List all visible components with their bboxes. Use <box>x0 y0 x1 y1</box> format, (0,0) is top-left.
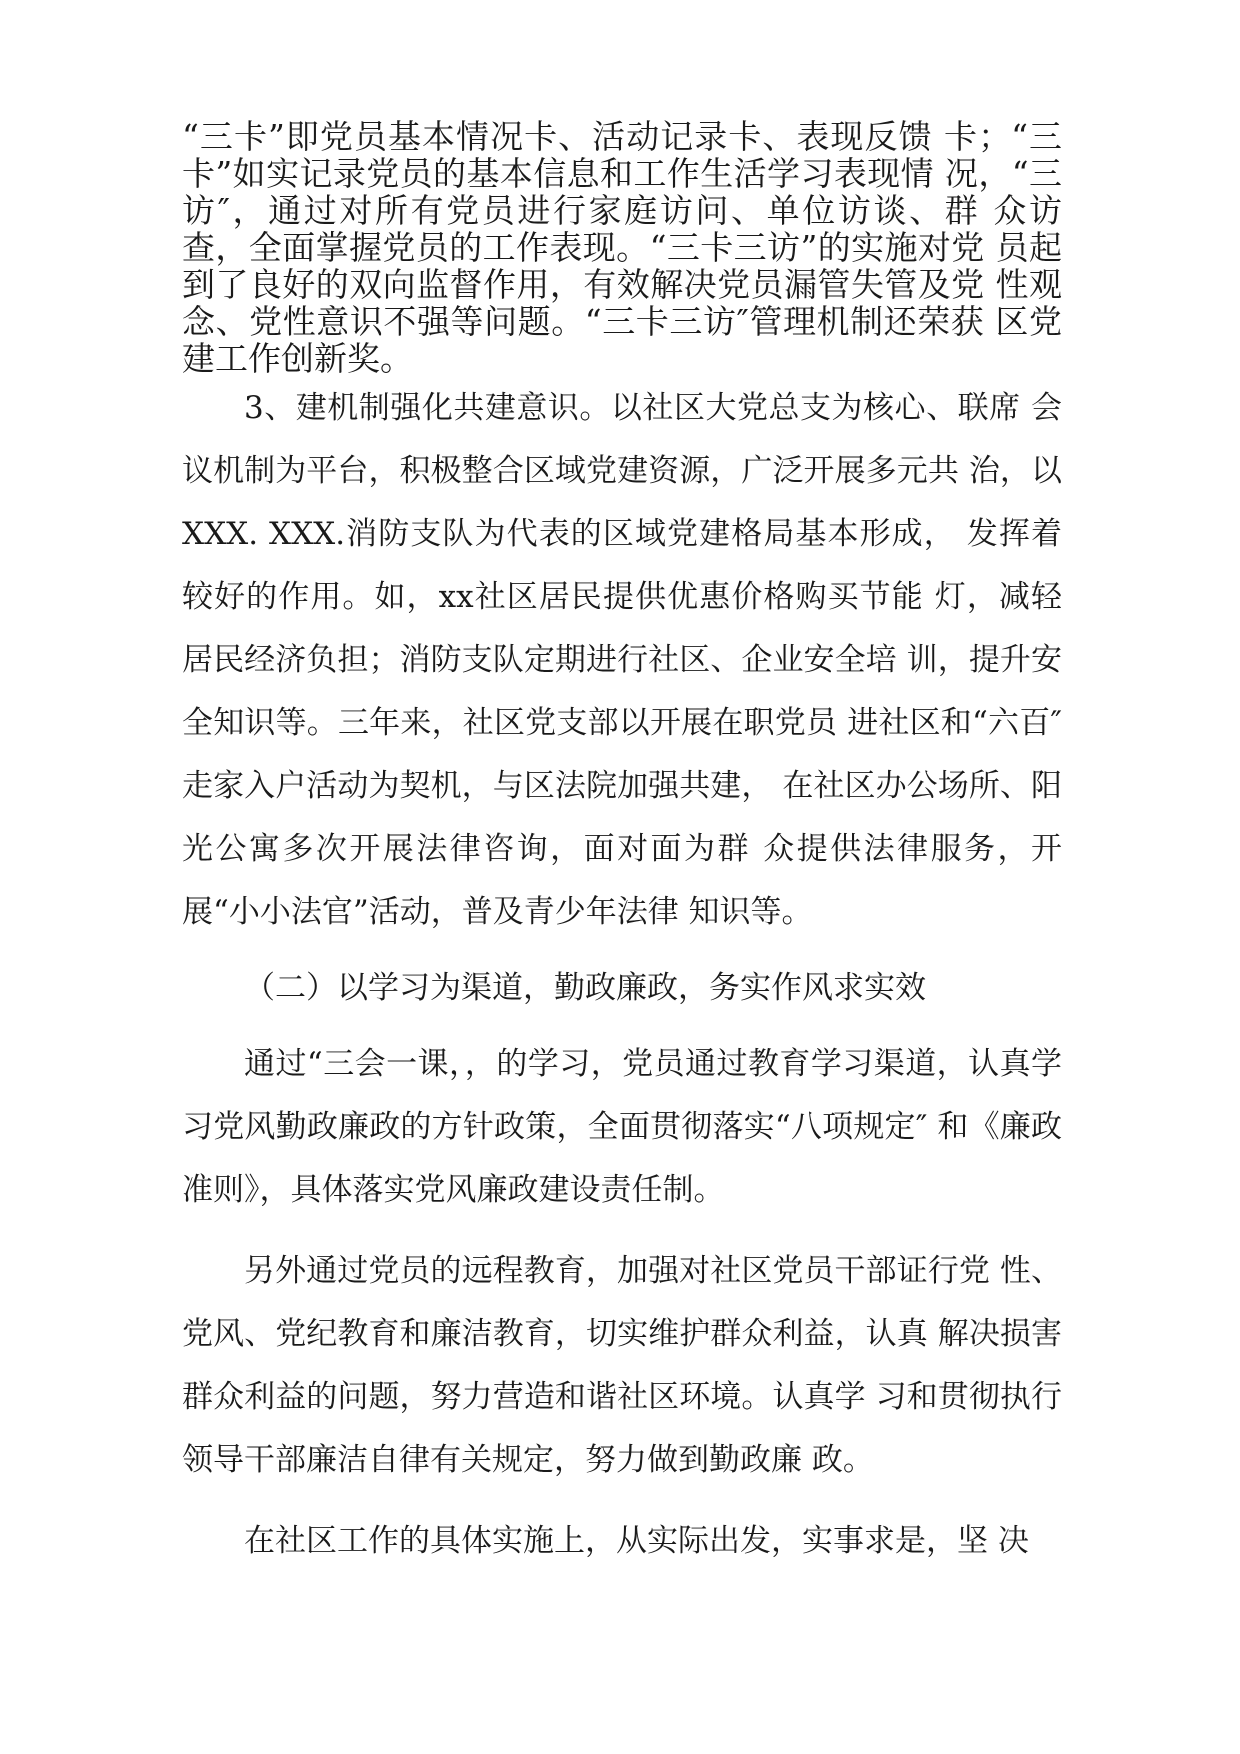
paragraph-mechanism: 3、建机制强化共建意识。以社区大党总支为核心、联席 会议机制为平台，积极整合区域党建资源，广泛开展多元共 治，以XXX. XXX.消防支队为代表的区域党建格局基本形成， 发挥着较好的作用。如，xx社区居民提供优惠价格购买节能 灯，减轻居民经济负担；消防支队定期进行社区、企业安全培 训，提升安全知识等。三年来，社区党支部以开展在职党员 进社区和“六百″走家入户活动为契机，与区法院加强共建， 在社区办公场所、阳光公寓多次开展法律咨询，面对面为群 众提供法律服务，开展“小小法官”活动，普及青少年法律 知识等。 <box>182 390 1062 930</box>
document-body <box>182 118 1062 1573</box>
paragraph-implementation: 在社区工作的具体实施上，从实际出发，实事求是，坚 决 <box>244 1523 1029 1559</box>
paragraph-study: 通过“三会一课，，的学习，党员通过教育学习渠道，认真学习党风勤政廉政的方针政策，全面贯彻落实“八项规定″ 和《廉政准则》，具体落实党风廉政建设责任制。 <box>182 1046 1062 1208</box>
paragraph-three-cards: “三卡”即党员基本情况卡、活动记录卡、表现反馈 卡；“三卡”如实记录党员的基本信息和工作生活学习表现情 况，“三访″，通过对所有党员进行家庭访问、单位访谈、群 众访查，全面掌握党员的工作表现。“三卡三访”的实施对党 员起到了良好的双向监督作用，有效解决党员漏管失管及党 性观念、党性意识不强等问题。“三卡三访″管理机制还荣获 区党建工作创新奖。 <box>182 117 1062 378</box>
paragraph-remote-education: 另外通过党员的远程教育，加强对社区党员干部证行党 性、党风、党纪教育和廉洁教育，切实维护群众利益，认真 解决损害群众利益的问题，努力营造和谐社区环境。认真学 习和贯彻执行领导干部廉洁自律有关规定，努力做到勤政廉 政。 <box>182 1253 1062 1478</box>
section-heading-2: （二）以学习为渠道，勤政廉政，务实作风求实效 <box>244 970 926 1006</box>
